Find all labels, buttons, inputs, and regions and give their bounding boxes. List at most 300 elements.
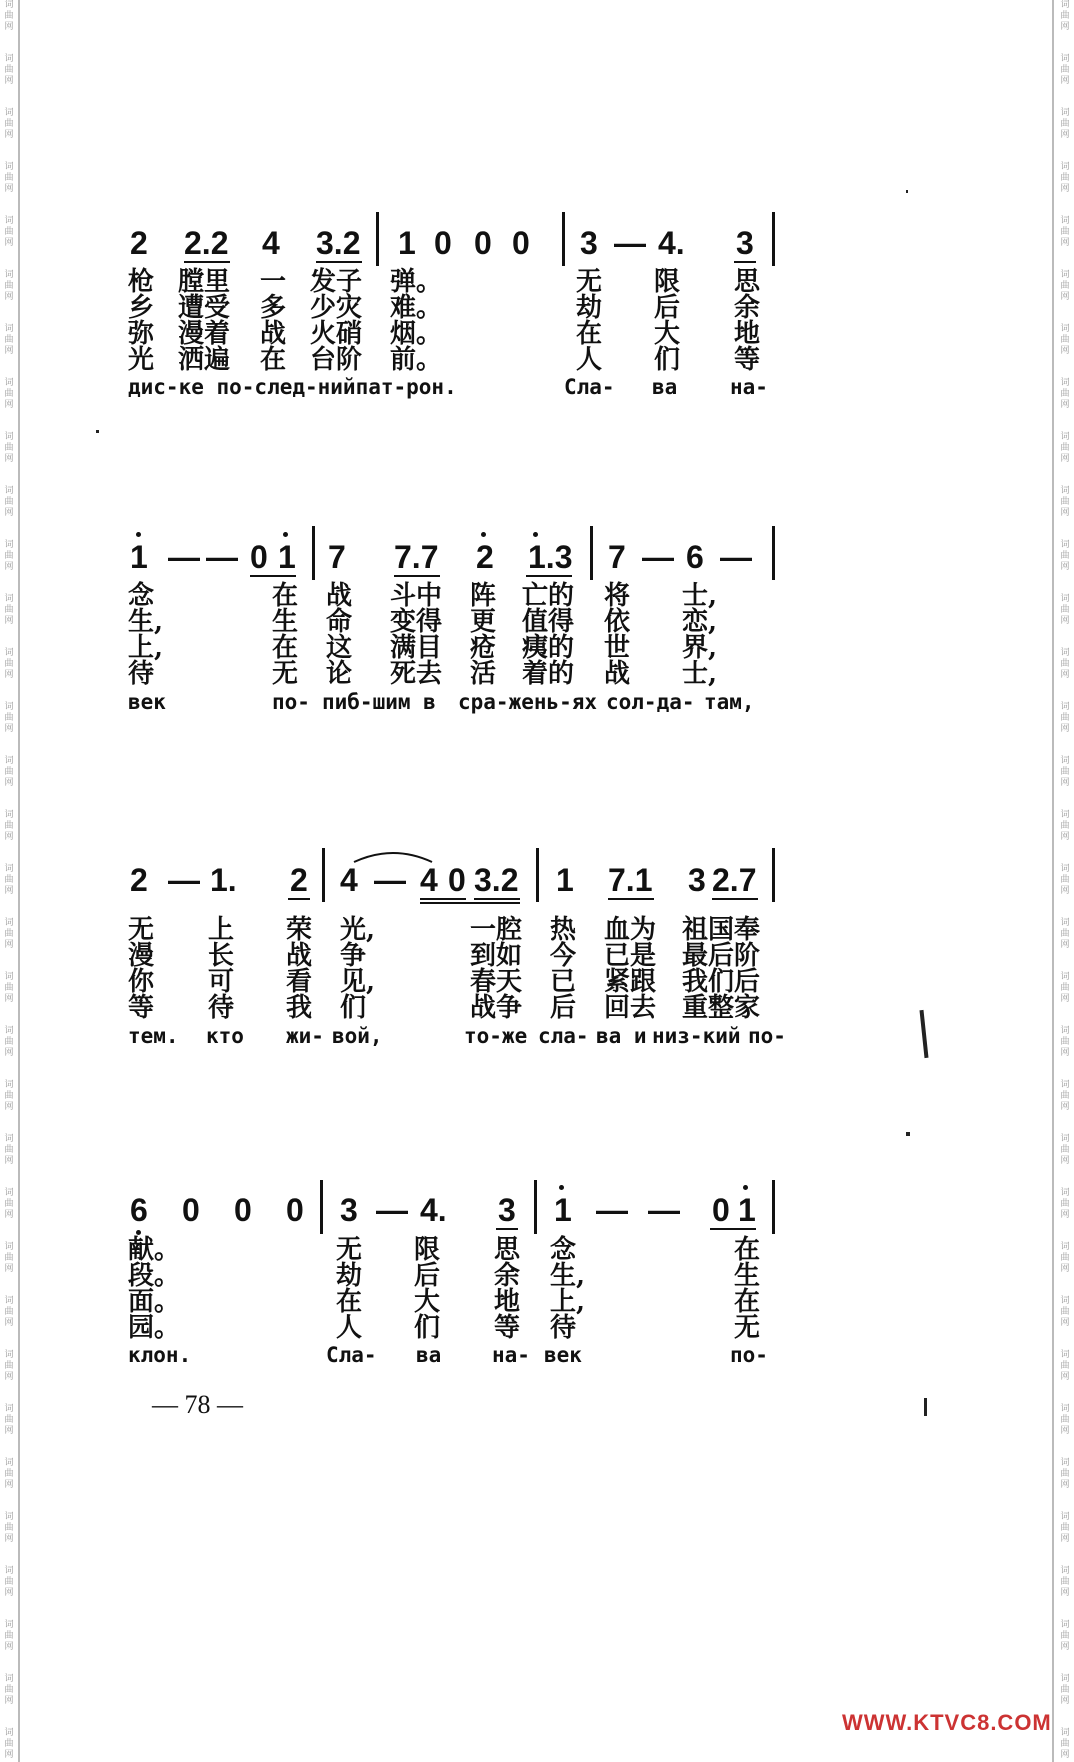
lyric: 等 <box>734 345 761 375</box>
lyric-ru: пиб-шим в <box>322 690 436 714</box>
lyric: 到如 <box>470 941 523 971</box>
note: 1.3 <box>528 539 573 575</box>
watermark-glyph: 网 <box>1060 238 1070 248</box>
watermark-glyph: 网 <box>1060 1156 1070 1166</box>
lyric-ru: век <box>544 1343 582 1367</box>
watermark-glyph: 曲 <box>4 1631 14 1641</box>
lyric: 长 <box>208 941 235 971</box>
lyric-ru: вой, <box>332 1024 383 1048</box>
lyric-ru: на- <box>492 1343 530 1367</box>
watermark-glyph: 网 <box>4 346 14 356</box>
lyric: 乡 <box>128 293 155 323</box>
watermark-glyph: 网 <box>4 292 14 302</box>
page-border-right <box>1052 0 1054 1762</box>
lyric: 后 <box>550 993 577 1023</box>
note: 3 <box>498 1192 516 1228</box>
lyric: 战争 <box>470 993 523 1023</box>
watermark-glyph: 词 <box>4 1512 14 1522</box>
watermark-glyph: 曲 <box>1060 929 1070 939</box>
watermark-glyph: 词 <box>4 162 14 172</box>
lyric: 今 <box>550 941 577 971</box>
watermark-glyph: 曲 <box>4 443 14 453</box>
watermark-glyph: 词 <box>4 1566 14 1576</box>
lyric-ru: Сла- <box>326 1343 377 1367</box>
lyric: 依 <box>604 607 631 637</box>
note: — <box>206 539 238 575</box>
watermark-glyph: 词 <box>1060 1674 1070 1684</box>
watermark-glyph: 词 <box>1060 918 1070 928</box>
lyric: 在 <box>272 581 299 611</box>
lyric: 死去 <box>390 659 443 689</box>
bar-line <box>534 1180 537 1234</box>
watermark-glyph: 曲 <box>4 227 14 237</box>
watermark-glyph: 词 <box>1060 1458 1070 1468</box>
watermark-glyph: 词 <box>1060 972 1070 982</box>
bar-line <box>562 212 565 266</box>
watermark-glyph: 词 <box>1060 756 1070 766</box>
watermark-glyph: 词 <box>1060 648 1070 658</box>
watermark-glyph: 网 <box>4 1102 14 1112</box>
lyric: 生, <box>550 1261 586 1291</box>
scan-speck <box>906 1132 910 1136</box>
lyric-ru: дис-ке по-след-нийпат-рон. <box>128 375 457 399</box>
beam-underline <box>394 575 440 577</box>
watermark-glyph: 网 <box>4 508 14 518</box>
watermark-glyph: 网 <box>1060 724 1070 734</box>
bar-line <box>376 212 379 266</box>
watermark-glyph: 网 <box>4 238 14 248</box>
lyric: 战 <box>286 941 313 971</box>
watermark-glyph: 词 <box>1060 108 1070 118</box>
watermark-glyph: 曲 <box>4 1685 14 1695</box>
lyric: 春天 <box>470 967 523 997</box>
lyric: 发子 <box>310 267 363 297</box>
watermark-glyph: 网 <box>1060 1642 1070 1652</box>
lyric: 痍的 <box>522 633 575 663</box>
note: 3.2 <box>474 862 519 898</box>
watermark-glyph: 曲 <box>1060 605 1070 615</box>
watermark-glyph: 曲 <box>4 929 14 939</box>
watermark-glyph: 网 <box>4 454 14 464</box>
watermark-glyph: 网 <box>4 940 14 950</box>
lyric: 后 <box>654 293 681 323</box>
beam-underline <box>608 898 654 900</box>
watermark-glyph: 曲 <box>1060 65 1070 75</box>
lyric: 上, <box>128 633 164 663</box>
watermark-glyph: 曲 <box>1060 1469 1070 1479</box>
watermark-glyph: 词 <box>1060 1026 1070 1036</box>
scan-mark <box>924 1398 927 1416</box>
lyric: 疮 <box>470 633 497 663</box>
watermark-glyph: 网 <box>4 1480 14 1490</box>
lyric: 台阶 <box>310 345 363 375</box>
watermark-glyph: 词 <box>1060 432 1070 442</box>
watermark-glyph: 网 <box>1060 1318 1070 1328</box>
watermark-glyph: 曲 <box>1060 443 1070 453</box>
watermark-glyph: 词 <box>4 1404 14 1414</box>
note: — <box>168 862 200 898</box>
scan-mark <box>920 1010 929 1058</box>
lyric: 回去 <box>604 993 657 1023</box>
octave-dot <box>559 1185 564 1190</box>
bar-line <box>772 848 775 902</box>
lyric: 界, <box>682 633 718 663</box>
note: — <box>648 1192 680 1228</box>
watermark-glyph: 曲 <box>1060 821 1070 831</box>
watermark-glyph: 网 <box>1060 76 1070 86</box>
lyric-ru: ва <box>416 1343 442 1367</box>
lyric: 限 <box>414 1235 441 1265</box>
lyric: 战 <box>604 659 631 689</box>
lyric: 在 <box>336 1287 363 1317</box>
lyric: 等 <box>494 1313 521 1343</box>
watermark-glyph: 网 <box>4 1750 14 1760</box>
note: 4 <box>262 225 280 261</box>
watermark-glyph: 网 <box>1060 994 1070 1004</box>
lyric-ru: ва и <box>596 1024 647 1048</box>
watermark-glyph: 网 <box>1060 1102 1070 1112</box>
watermark-glyph: 网 <box>1060 1426 1070 1436</box>
watermark-glyph: 词 <box>1060 486 1070 496</box>
watermark-glyph: 词 <box>4 756 14 766</box>
watermark-glyph: 曲 <box>1060 335 1070 345</box>
beam-underline <box>474 898 520 900</box>
lyric-ru: сра-жень-ях <box>458 690 598 714</box>
watermark-glyph: 曲 <box>4 1307 14 1317</box>
lyric: 待 <box>128 659 155 689</box>
lyric: 着的 <box>522 659 575 689</box>
note: 6 <box>130 1192 148 1228</box>
watermark-glyph: 曲 <box>1060 1091 1070 1101</box>
watermark-glyph: 网 <box>1060 1750 1070 1760</box>
beam-underline <box>420 902 520 904</box>
watermark-glyph: 曲 <box>1060 1739 1070 1749</box>
watermark-glyph: 词 <box>4 1458 14 1468</box>
watermark-glyph: 曲 <box>1060 1415 1070 1425</box>
watermark-glyph: 曲 <box>1060 1577 1070 1587</box>
note: 3 <box>736 225 754 261</box>
note: 0 <box>512 225 530 261</box>
note: 1 <box>278 539 296 575</box>
lyric: 限 <box>654 267 681 297</box>
note: 2 <box>130 225 148 261</box>
lyric: 难。 <box>390 293 443 323</box>
lyric-ru: то-же <box>464 1024 528 1048</box>
watermark-glyph: 词 <box>1060 1566 1070 1576</box>
watermark-glyph: 网 <box>4 1264 14 1274</box>
watermark-glyph: 网 <box>4 130 14 140</box>
lyric-ru: сла- <box>538 1024 589 1048</box>
lyric: 们 <box>340 993 367 1023</box>
watermark-glyph: 曲 <box>1060 1145 1070 1155</box>
lyric: 争 <box>340 941 367 971</box>
watermark-glyph: 网 <box>1060 886 1070 896</box>
watermark-glyph: 网 <box>4 1642 14 1652</box>
lyric: 生, <box>128 607 164 637</box>
watermark-glyph: 网 <box>1060 1588 1070 1598</box>
page-number: — 78 — <box>152 1390 243 1419</box>
watermark-glyph: 网 <box>1060 184 1070 194</box>
beam-underline <box>288 898 310 900</box>
lyric: 满目 <box>390 633 443 663</box>
watermark-glyph: 词 <box>4 108 14 118</box>
lyric: 后 <box>414 1261 441 1291</box>
watermark-glyph: 词 <box>4 1026 14 1036</box>
note: 7 <box>328 539 346 575</box>
watermark-glyph: 词 <box>1060 216 1070 226</box>
lyric-ru: тем. <box>128 1024 179 1048</box>
lyric: 弥 <box>128 319 155 349</box>
lyric-ru: там, <box>704 690 755 714</box>
watermark-glyph: 曲 <box>1060 1253 1070 1263</box>
lyric: 变得 <box>390 607 443 637</box>
watermark-glyph: 曲 <box>4 1091 14 1101</box>
lyric: 上 <box>208 915 235 945</box>
watermark-glyph: 曲 <box>4 1361 14 1371</box>
watermark-glyph: 网 <box>4 886 14 896</box>
watermark-glyph: 曲 <box>1060 1199 1070 1209</box>
beam-underline <box>734 261 756 263</box>
watermark-glyph: 曲 <box>1060 1037 1070 1047</box>
watermark-glyph: 词 <box>1060 810 1070 820</box>
watermark-glyph: 网 <box>1060 346 1070 356</box>
lyric: 在 <box>734 1235 761 1265</box>
watermark-glyph: 曲 <box>4 767 14 777</box>
lyric: 人 <box>576 345 603 375</box>
watermark-glyph: 词 <box>4 1134 14 1144</box>
watermark-glyph: 曲 <box>4 1523 14 1533</box>
watermark-glyph: 词 <box>4 918 14 928</box>
watermark-glyph: 词 <box>1060 540 1070 550</box>
lyric: 一 <box>260 267 287 297</box>
watermark-glyph: 词 <box>4 648 14 658</box>
watermark-glyph: 网 <box>1060 1264 1070 1274</box>
note: 1 <box>738 1192 756 1228</box>
lyric: 恋, <box>682 607 718 637</box>
octave-dot <box>481 532 486 537</box>
watermark-glyph: 曲 <box>4 821 14 831</box>
lyric: 见, <box>340 967 376 997</box>
watermark-glyph: 曲 <box>1060 281 1070 291</box>
watermark-glyph: 曲 <box>4 65 14 75</box>
watermark-glyph: 曲 <box>1060 875 1070 885</box>
watermark-glyph: 曲 <box>4 497 14 507</box>
watermark-glyph: 网 <box>1060 1048 1070 1058</box>
watermark-glyph: 词 <box>4 432 14 442</box>
lyric: 枪 <box>128 267 155 297</box>
watermark-glyph: 词 <box>4 1242 14 1252</box>
note: — <box>614 225 646 261</box>
watermark-glyph: 网 <box>4 400 14 410</box>
lyric: 无 <box>734 1313 761 1343</box>
watermark-glyph: 词 <box>1060 0 1070 10</box>
lyric: 在 <box>576 319 603 349</box>
watermark-glyph: 曲 <box>4 605 14 615</box>
lyric-ru: Сла- <box>564 375 615 399</box>
lyric-ru: ва <box>652 375 678 399</box>
note: 4 <box>340 862 358 898</box>
watermark-glyph: 词 <box>1060 1512 1070 1522</box>
watermark-glyph: 词 <box>4 1728 14 1738</box>
lyric: 已 <box>550 967 577 997</box>
lyric: 献。 <box>128 1235 181 1265</box>
watermark-glyph: 网 <box>1060 670 1070 680</box>
lyric-ru: по- <box>748 1024 786 1048</box>
note: 2.2 <box>184 225 229 261</box>
lyric: 无 <box>128 915 155 945</box>
watermark-glyph: 词 <box>4 378 14 388</box>
watermark-glyph: 词 <box>4 594 14 604</box>
lyric: 地 <box>734 319 761 349</box>
watermark-glyph: 网 <box>1060 1372 1070 1382</box>
beam-underline <box>496 1228 518 1230</box>
beam-underline <box>250 575 296 577</box>
lyric: 在 <box>272 633 299 663</box>
lyric: 前。 <box>390 345 443 375</box>
watermark-glyph: 词 <box>4 216 14 226</box>
watermark-glyph: 网 <box>4 1696 14 1706</box>
lyric-ru: низ-кий <box>652 1024 741 1048</box>
lyric: 我 <box>286 993 313 1023</box>
note: 6 <box>686 539 704 575</box>
beam-underline <box>316 261 362 263</box>
note: 0 <box>474 225 492 261</box>
watermark-glyph: 曲 <box>4 875 14 885</box>
watermark-glyph: 曲 <box>1060 119 1070 129</box>
lyric: 士, <box>682 581 718 611</box>
watermark-glyph: 词 <box>1060 1080 1070 1090</box>
watermark-glyph: 网 <box>4 184 14 194</box>
note: 0 <box>286 1192 304 1228</box>
lyric: 你 <box>128 967 155 997</box>
beam-underline <box>184 261 230 263</box>
note: 3.2 <box>316 225 361 261</box>
lyric: 活 <box>470 659 497 689</box>
watermark-glyph: 词 <box>1060 270 1070 280</box>
watermark-glyph: 词 <box>1060 1296 1070 1306</box>
watermark-glyph: 曲 <box>4 1415 14 1425</box>
watermark-glyph: 曲 <box>4 551 14 561</box>
watermark-glyph: 曲 <box>1060 659 1070 669</box>
watermark-glyph: 网 <box>4 76 14 86</box>
watermark-glyph: 曲 <box>1060 227 1070 237</box>
lyric: 们 <box>414 1313 441 1343</box>
watermark-glyph: 曲 <box>1060 1361 1070 1371</box>
note: 2.7 <box>712 862 757 898</box>
watermark-glyph: 曲 <box>1060 713 1070 723</box>
watermark-glyph: 曲 <box>4 1199 14 1209</box>
watermark-glyph: 曲 <box>1060 497 1070 507</box>
lyric: 紧跟 <box>604 967 657 997</box>
lyric: 命 <box>326 607 353 637</box>
watermark-glyph: 词 <box>4 1296 14 1306</box>
watermark-glyph: 网 <box>1060 508 1070 518</box>
lyric: 热 <box>550 915 577 945</box>
octave-dot <box>283 532 288 537</box>
lyric: 地 <box>494 1287 521 1317</box>
watermark-glyph: 网 <box>4 1210 14 1220</box>
lyric: 无 <box>336 1235 363 1265</box>
lyric: 在 <box>260 345 287 375</box>
watermark-glyph: 词 <box>1060 702 1070 712</box>
lyric: 祖国奉 <box>682 915 761 945</box>
watermark-glyph: 曲 <box>4 119 14 129</box>
lyric: 无 <box>576 267 603 297</box>
lyric: 这 <box>326 633 353 663</box>
bar-line <box>772 212 775 266</box>
lyric: 劫 <box>576 293 603 323</box>
watermark-glyph: 词 <box>1060 1134 1070 1144</box>
watermark-glyph: 词 <box>4 1620 14 1630</box>
lyric: 遭受 <box>178 293 231 323</box>
lyric: 值得 <box>522 607 575 637</box>
watermark-glyph: 词 <box>4 702 14 712</box>
note: 2 <box>476 539 494 575</box>
lyric: 念 <box>128 581 155 611</box>
watermark-glyph: 词 <box>4 1350 14 1360</box>
lyric: 士, <box>682 659 718 689</box>
watermark-glyph: 词 <box>4 1674 14 1684</box>
watermark-glyph: 词 <box>1060 324 1070 334</box>
watermark-glyph: 网 <box>1060 292 1070 302</box>
watermark-glyph: 曲 <box>4 1253 14 1263</box>
lyric-ru: жи- <box>286 1024 324 1048</box>
beam-underline <box>420 898 466 900</box>
lyric: 已是 <box>604 941 657 971</box>
watermark-glyph: 词 <box>1060 162 1070 172</box>
lyric: 战 <box>326 581 353 611</box>
lyric: 思 <box>494 1235 521 1265</box>
octave-dot <box>533 532 538 537</box>
watermark-glyph: 词 <box>4 1080 14 1090</box>
watermark-glyph: 词 <box>4 54 14 64</box>
lyric-ru: по- <box>272 690 310 714</box>
lyric: 光 <box>128 345 155 375</box>
watermark-glyph: 曲 <box>4 659 14 669</box>
octave-dot <box>743 1185 748 1190</box>
watermark-glyph: 网 <box>4 1048 14 1058</box>
watermark-glyph: 网 <box>1060 1210 1070 1220</box>
watermark-glyph: 词 <box>1060 378 1070 388</box>
watermark-glyph: 词 <box>4 1188 14 1198</box>
watermark-glyph: 词 <box>4 486 14 496</box>
lyric: 漫 <box>128 941 155 971</box>
watermark-glyph: 曲 <box>1060 173 1070 183</box>
bar-line <box>590 526 593 580</box>
lyric: 烟。 <box>390 319 443 349</box>
note: — <box>374 862 406 898</box>
lyric-ru: кто <box>206 1024 244 1048</box>
watermark-glyph: 网 <box>4 1156 14 1166</box>
note: — <box>596 1192 628 1228</box>
watermark-glyph: 曲 <box>4 11 14 21</box>
watermark-glyph: 曲 <box>4 335 14 345</box>
lyric: 洒遍 <box>178 345 231 375</box>
lyric-ru: на- <box>730 375 768 399</box>
watermark-glyph: 网 <box>4 1426 14 1436</box>
lyric: 生 <box>734 1261 761 1291</box>
note: 0 <box>448 862 466 898</box>
note: 0 <box>434 225 452 261</box>
watermark-glyph: 网 <box>4 1534 14 1544</box>
note: 0 <box>712 1192 730 1228</box>
watermark-glyph: 曲 <box>1060 1523 1070 1533</box>
lyric: 阵 <box>470 581 497 611</box>
watermark-glyph: 网 <box>1060 562 1070 572</box>
lyric: 余 <box>494 1261 521 1291</box>
watermark-glyph: 网 <box>1060 1480 1070 1490</box>
lyric: 念 <box>550 1235 577 1265</box>
